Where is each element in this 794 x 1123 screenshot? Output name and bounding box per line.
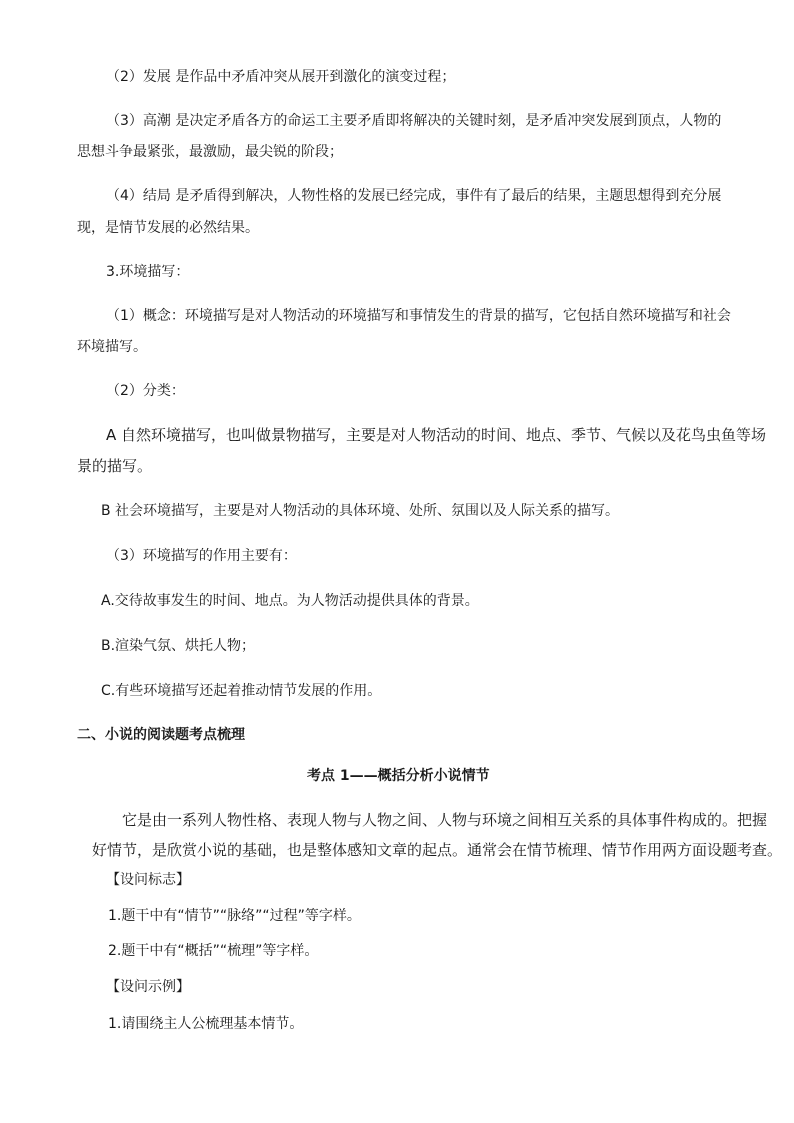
paragraph-development: （2）发展 是作品中矛盾冲突从展开到激化的演变过程； bbox=[106, 69, 456, 85]
paragraph-climax-line2: 思想斗争最紧张，最激励，最尖锐的阶段； bbox=[77, 144, 343, 160]
paragraph-climax-line1: （3）高潮 是决定矛盾各方的命运工主要矛盾即将解决的关键时刻，是矛盾冲突发展到顶点，人物的 bbox=[106, 113, 722, 129]
question-example-item-1: 1.请围绕主人公梳理基本情节。 bbox=[108, 1016, 304, 1032]
paragraph-ending-line1: （4）结局 是矛盾得到解决，人物性格的发展已经完成，事件有了最后的结果，主题思想得到充分展 bbox=[106, 188, 722, 204]
paragraph-nature-line1: A 自然环境描写，也叫做景物描写，主要是对人物活动的时间、地点、季节、气候以及花鸟虫鱼等场 bbox=[106, 426, 767, 444]
question-sign-item-2: 2.题干中有“概括”“梳理”等字样。 bbox=[108, 943, 319, 959]
section-heading: 二、小说的阅读题考点梳理 bbox=[77, 727, 245, 743]
intro-line2: 好情节，是欣赏小说的基础，也是整体感知文章的起点。通常会在情节梳理、情节作用两方面设题考查。 bbox=[92, 841, 783, 859]
paragraph-nature-line2: 景的描写。 bbox=[77, 457, 153, 475]
paragraph-category: （2）分类： bbox=[106, 383, 185, 399]
question-sign-heading: 【设问标志】 bbox=[106, 872, 190, 888]
intro-line1: 它是由一系列人物性格、表现人物与人物之间、人物与环境之间相互关系的具体事件构成的。把握 bbox=[122, 811, 768, 829]
paragraph-concept-line2: 环境描写。 bbox=[77, 339, 147, 355]
role-item-c: C.有些环境描写还起着推动情节发展的作用。 bbox=[101, 683, 382, 699]
point-title: 考点 1——概括分析小说情节 bbox=[307, 768, 490, 784]
environment-heading: 3.环境描写： bbox=[106, 264, 190, 280]
question-example-heading: 【设问示例】 bbox=[106, 979, 190, 995]
paragraph-ending-line2: 现，是情节发展的必然结果。 bbox=[77, 220, 259, 236]
role-heading: （3）环境描写的作用主要有： bbox=[106, 548, 297, 564]
paragraph-social: B 社会环境描写，主要是对人物活动的具体环境、处所、氛围以及人际关系的描写。 bbox=[101, 503, 620, 519]
question-sign-item-1: 1.题干中有“情节”“脉络”“过程”等字样。 bbox=[108, 908, 361, 924]
paragraph-concept-line1: （1）概念：环境描写是对人物活动的环境描写和事情发生的背景的描写，它包括自然环境描写和社会 bbox=[106, 308, 731, 324]
role-item-b: B.渲染气氛、烘托人物； bbox=[101, 638, 256, 654]
role-item-a: A.交待故事发生的时间、地点。为人物活动提供具体的背景。 bbox=[101, 593, 479, 609]
